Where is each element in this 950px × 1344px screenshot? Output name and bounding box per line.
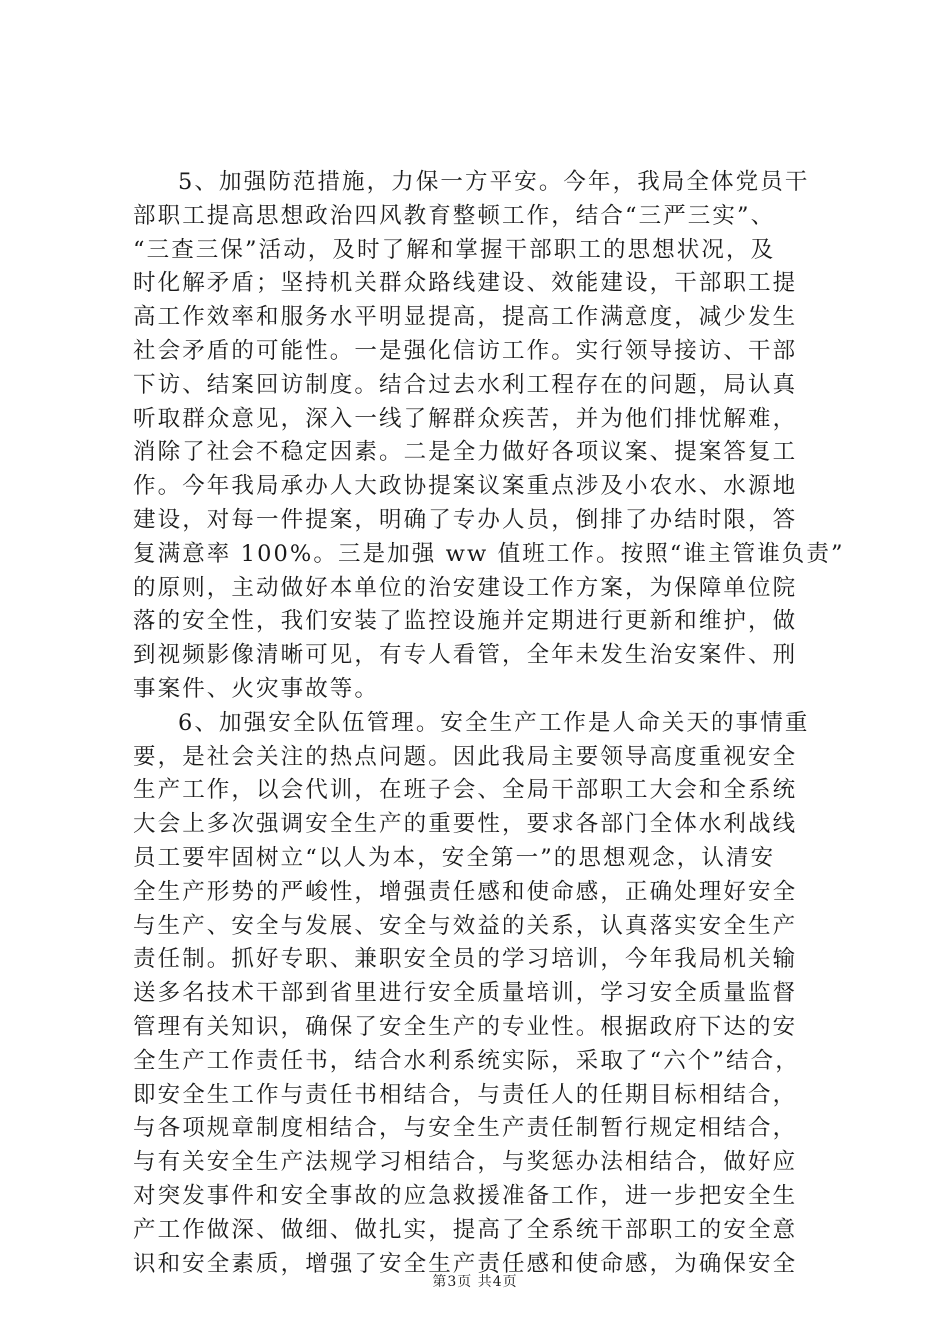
paragraph-line: 全生产形势的严峻性，增强责任感和使命感，正确处理好安全 xyxy=(133,878,798,905)
paragraph-line: 作。今年我局承办人大政协提案议案重点涉及小农水、水源地 xyxy=(133,473,798,500)
paragraph-first-line: 5、加强防范措施，力保一方平安。今年，我局全体党员干 xyxy=(178,169,810,195)
paragraph-line: 建设，对每一件提案，明确了专办人员，倒排了办结时限，答 xyxy=(133,506,798,533)
paragraph-line: 产工作做深、做细、做扎实，提高了全系统干部职工的安全意 xyxy=(133,1216,798,1243)
paragraph-line: 听取群众意见，深入一线了解群众疾苦，并为他们排忧解难， xyxy=(133,405,798,432)
paragraph-line: 下访、结案回访制度。结合过去水利工程存在的问题，局认真 xyxy=(133,371,798,398)
paragraph-line: 生产工作，以会代训，在班子会、全局干部职工大会和全系统 xyxy=(133,777,798,804)
paragraph-line: 复满意率 100%。三是加强 ww 值班工作。按照“谁主管谁负责” xyxy=(133,540,845,567)
paragraph-line: 部职工提高思想政治四风教育整顿工作，结合“三严三实”、 xyxy=(133,202,776,229)
paragraph-line: 与有关安全生产法规学习相结合，与奖惩办法相结合，做好应 xyxy=(133,1149,798,1176)
paragraph-line: 大会上多次强调安全生产的重要性，要求各部门全体水利战线 xyxy=(133,811,798,838)
page-footer: 第3页 共4页 xyxy=(432,1274,518,1290)
paragraph xyxy=(133,707,833,1282)
paragraph-line: 与各项规章制度相结合，与安全生产责任制暂行规定相结合， xyxy=(133,1115,798,1142)
paragraph-line: 员工要牢固树立“以人为本，安全第一”的思想观念，认清安 xyxy=(133,844,776,871)
paragraph-line: 责任制。抓好专职、兼职安全员的学习培训，今年我局机关输 xyxy=(133,946,798,973)
paragraph xyxy=(133,166,845,707)
paragraph-line: 识和安全素质，增强了安全生产责任感和使命感，为确保安全 xyxy=(133,1250,798,1277)
paragraph-line: 即安全生工作与责任书相结合，与责任人的任期目标相结合， xyxy=(133,1081,798,1108)
paragraph-line: 管理有关知识，确保了安全生产的专业性。根据政府下达的安 xyxy=(133,1013,798,1040)
paragraph-line: 全生产工作责任书，结合水利系统实际，采取了“六个”结合， xyxy=(133,1047,800,1074)
document-body xyxy=(133,166,845,1281)
paragraph-line: 高工作效率和服务水平明显提高，提高工作满意度，减少发生 xyxy=(133,304,798,331)
paragraph-line: 时化解矛盾；坚持机关群众路线建设、效能建设，干部职工提 xyxy=(133,270,798,297)
paragraph-line: “三查三保”活动，及时了解和掌握干部职工的思想状况，及 xyxy=(133,236,776,263)
paragraph-line: 要，是社会关注的热点问题。因此我局主要领导高度重视安全 xyxy=(133,743,798,770)
paragraph-first-line: 6、加强安全队伍管理。安全生产工作是人命关天的事情重 xyxy=(178,709,810,736)
paragraph-line: 消除了社会不稳定因素。二是全力做好各项议案、提案答复工 xyxy=(133,439,798,466)
paragraph-line: 与生产、安全与发展、安全与效益的关系，认真落实安全生产 xyxy=(133,912,798,939)
paragraph-line: 送多名技术干部到省里进行安全质量培训，学习安全质量监督 xyxy=(133,980,798,1007)
paragraph-line: 到视频影像清晰可见，有专人看管，全年未发生治安案件、刑 xyxy=(133,642,798,669)
paragraph-line: 落的安全性，我们安装了监控设施并定期进行更新和维护，做 xyxy=(133,608,798,635)
paragraph-line: 的原则，主动做好本单位的治安建设工作方案，为保障单位院 xyxy=(133,574,798,601)
paragraph-line: 社会矛盾的可能性。一是强化信访工作。实行领导接访、干部 xyxy=(133,337,798,364)
paragraph-line: 对突发事件和安全事故的应急救援准备工作，进一步把安全生 xyxy=(133,1182,798,1209)
paragraph-line: 事案件、火灾事故等。 xyxy=(133,675,380,702)
